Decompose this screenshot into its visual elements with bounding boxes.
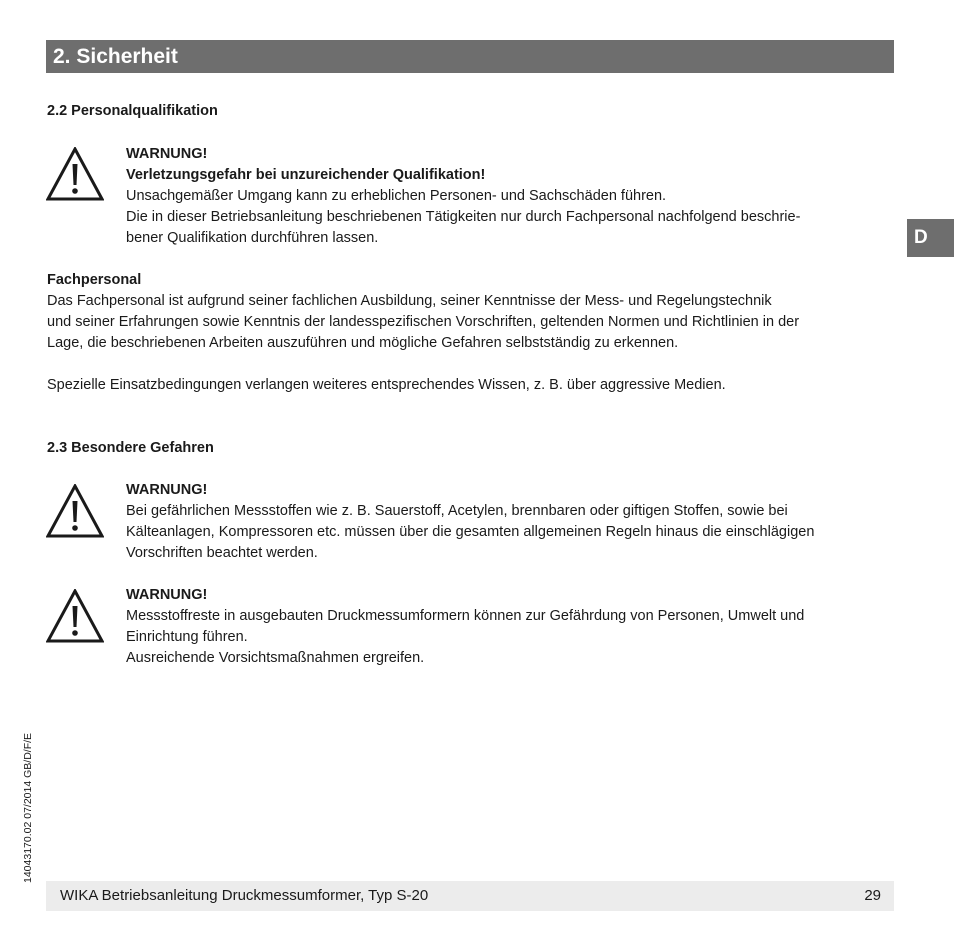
fachpersonal-line: und seiner Erfahrungen sowie Kenntnis der landesspezifischen Vorschriften, geltenden Normen und Richtlinien in der: [47, 314, 800, 330]
language-tab: [907, 219, 954, 257]
warning-subtitle: Verletzungsgefahr bei unzureichender Qualifikation!: [126, 167, 486, 183]
page-number: 29: [864, 887, 881, 904]
heading-personalqualifikation: 2.2 Personalqualifikation: [47, 103, 218, 119]
document-code: 14043170.02 07/2014 GB/D/F/E: [22, 732, 34, 883]
language-tab-label: D: [914, 227, 928, 248]
warning-line: Bei gefährlichen Messstoffen wie z. B. Sauerstoff, Acetylen, brennbaren oder giftigen Stoffen, sowie bei: [126, 503, 788, 519]
warning-line: Die in dieser Betriebsanleitung beschriebenen Tätigkeiten nur durch Fachpersonal nachfolgend beschrie-: [126, 209, 801, 225]
warning-line: Kälteanlagen, Kompressoren etc. müssen über die gesamten allgemeinen Regeln hinaus die einschlägigen: [126, 524, 815, 540]
warning-residual-media: [126, 585, 901, 669]
fachpersonal-line: Das Fachpersonal ist aufgrund seiner fachlichen Ausbildung, seiner Kenntnisse der Mess- und Regelungstechnik: [47, 293, 772, 309]
warning-line: Messstoffreste in ausgebauten Druckmessumformern können zur Gefährdung von Personen, Umwelt und: [126, 608, 805, 624]
section-header: [46, 40, 894, 73]
special-conditions-paragraph: [47, 375, 897, 396]
warning-hazardous-media: [126, 480, 901, 564]
warning-triangle-icon: [46, 589, 104, 643]
fachpersonal-heading: Fachpersonal: [47, 272, 142, 288]
warning-label: WARNUNG!: [126, 587, 208, 603]
warning-line: Unsachgemäßer Umgang kann zu erheblichen Personen- und Sachschäden führen.: [126, 188, 667, 204]
footer-title: WIKA Betriebsanleitung Druckmessumformer, Typ S-20: [60, 887, 429, 904]
special-conditions-text: Spezielle Einsatzbedingungen verlangen weiteres entsprechendes Wissen, z. B. über aggressive Medien.: [47, 377, 726, 393]
section-title: 2. Sicherheit: [53, 45, 178, 68]
page-footer: [46, 881, 894, 911]
warning-line: Ausreichende Vorsichtsmaßnahmen ergreifen.: [126, 650, 425, 666]
warning-triangle-icon: [46, 484, 104, 538]
warning-line: Einrichtung führen.: [126, 629, 248, 645]
warning-line: Vorschriften beachtet werden.: [126, 545, 318, 561]
fachpersonal-block: [47, 270, 897, 354]
fachpersonal-line: Lage, die beschriebenen Arbeiten auszuführen und mögliche Gefahren selbstständig zu erkennen.: [47, 335, 679, 351]
warning-line: bener Qualifikation durchführen lassen.: [126, 230, 379, 246]
warning-triangle-icon: [46, 147, 104, 201]
heading-besondere-gefahren: 2.3 Besondere Gefahren: [47, 440, 214, 456]
warning-label: WARNUNG!: [126, 146, 208, 162]
warning-qualification: [126, 144, 901, 249]
warning-label: WARNUNG!: [126, 482, 208, 498]
